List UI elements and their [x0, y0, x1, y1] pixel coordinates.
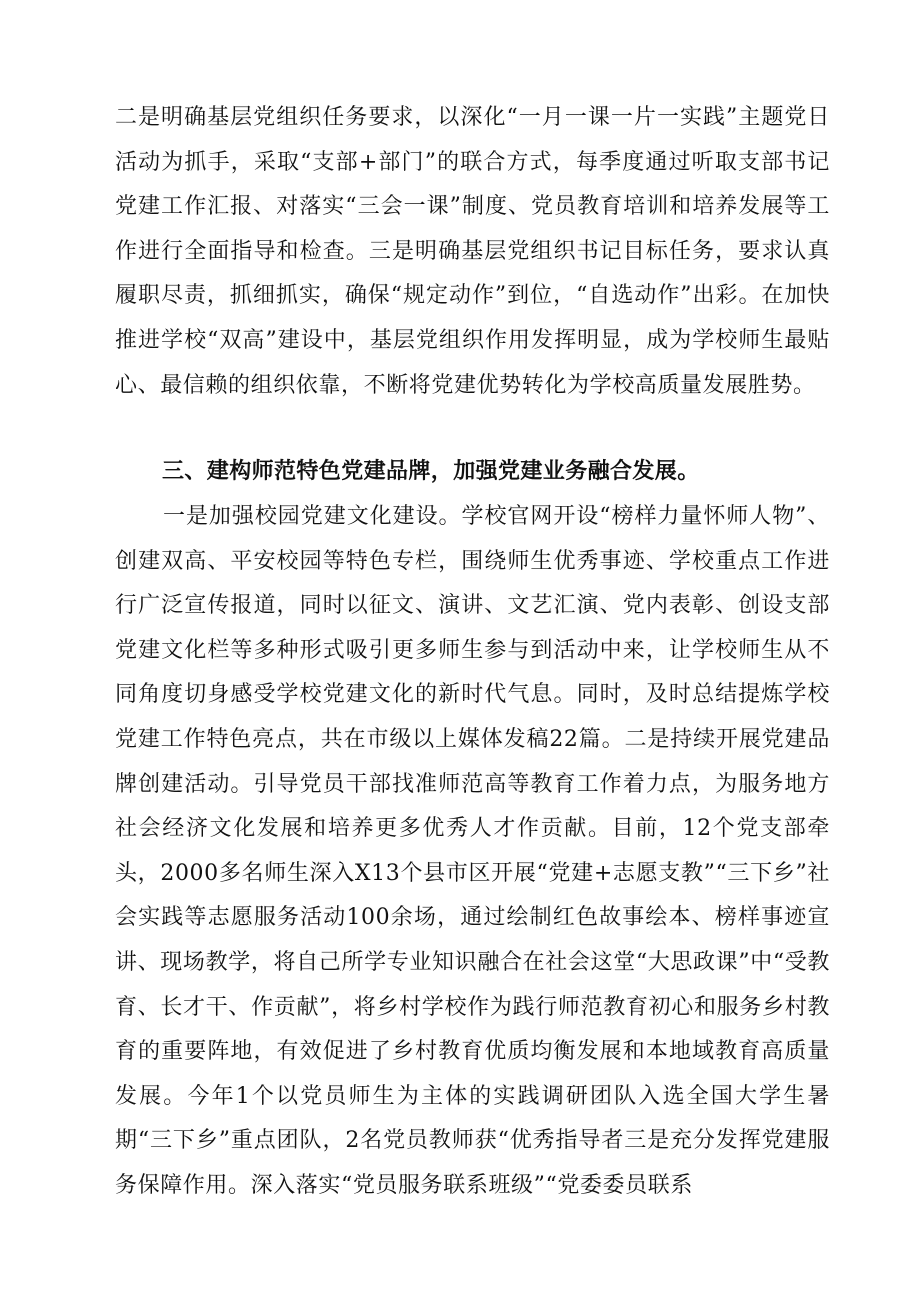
body-paragraph-2: 一是加强校园党建文化建设。学校官网开设“榜样力量怀师人物”、创建双高、平安校园等特色专栏，围绕师生优秀事迹、学校重点工作进行广泛宣传报道，同时以征文、演讲、文艺汇演、党内表彰、创设支部党建文化栏等多种形式吸引更多师生参与到活动中来，让学校师生从不同角度切身感受学校党建文化的新时代气息。同时，及时总结提炼学校党建工作特色亮点，共在市级以上媒体发稿22篇。二是持续开展党建品牌创建活动。引导党员干部找准师范高等教育工作着力点，为服务地方社会经济文化发展和培养更多优秀人才作贡献。目前，12个党支部牵头，2000多名师生深入X13个县市区开展“党建+志愿支教”“三下乡”社会实践等志愿服务活动100余场，通过绘制红色故事绘本、榜样事迹宣讲、现场教学，将自己所学专业知识融合在社会这堂“大思政课”中“受教育、长才干、作贡献”，将乡村学校作为践行师范教育初心和服务乡村教育的重要阵地，有效促进了乡村教育优质均衡发展和本地域教育高质量发展。今年1个以党员师生为主体的实践调研团队入选全国大学生暑期“三下乡”重点团队，2名党员教师获“优秀指导者三是充分发挥党建服务保障作用。深入落实“党员服务联系班级”“党委委员联系 — [115, 504, 830, 1198]
section-heading-3: 三、建构师范特色党建品牌，加强党建业务融合发展。 — [162, 459, 700, 484]
body-paragraph-1: 二是明确基层党组织任务要求，以深化“一月一课一片一实践”主题党日活动为抓手，采取“支部+部门”的联合方式，每季度通过听取支部书记党建工作汇报、对落实“三会一课”制度、党员教育培训和培养发展等工作进行全面指导和检查。三是明确基层党组织书记目标任务，要求认真履职尽责，抓细抓实，确保“规定动作”到位，“自选动作”出彩。在加快推进学校“双高”建设中，基层党组织作用发挥明显，成为学校师生最贴心、最信赖的组织依靠，不断将党建优势转化为学校高质量发展胜势。 — [115, 105, 830, 398]
